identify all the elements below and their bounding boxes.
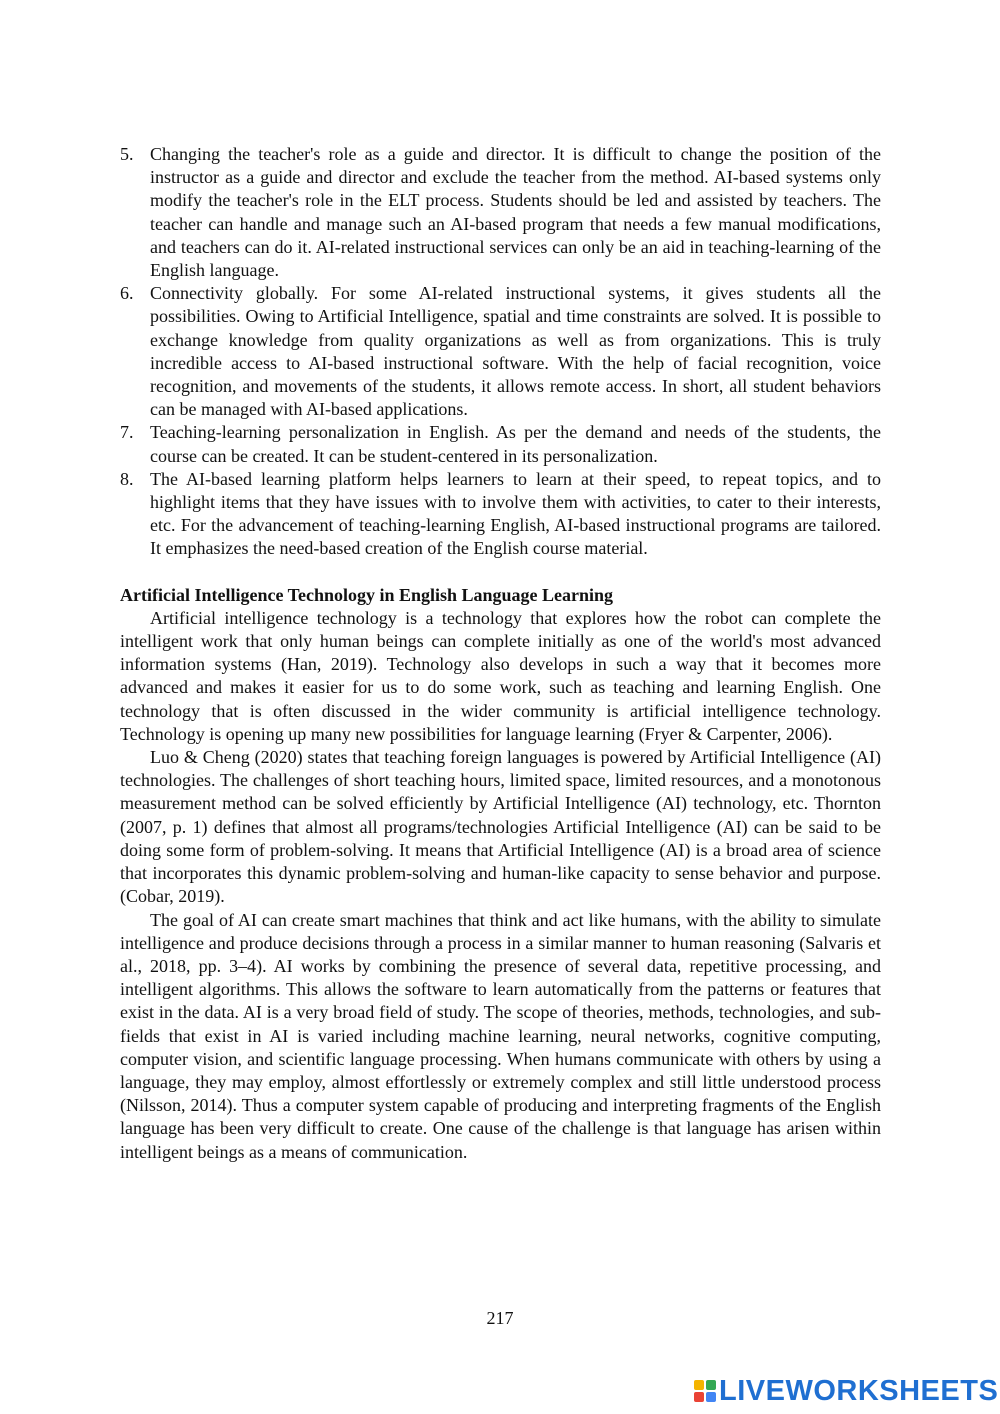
list-item-text: Teaching-learning personalization in English. As per the demand and needs of the students, the course can be created. It can be student-centered in its personalization. xyxy=(150,422,881,466)
liveworksheets-logo-icon xyxy=(694,1380,716,1402)
list-item-text: Changing the teacher's role as a guide and director. It is difficult to change the position of the instructor as a guide and director and exclude the teacher from the method. AI-based systems only modify the teacher's role in the ELT process. Students should be led and assisted by teachers. The teacher can handle and manage such an AI-based program that needs a few manual modifications, and teachers can do it. AI-related instructional services can only be an aid in teaching-learning of the English language. xyxy=(150,144,881,281)
list-item-number: 5. xyxy=(120,144,134,164)
list-item-text: Connectivity globally. For some AI-related instructional systems, it gives students all the possibilities. Owing to Artificial Intelligence, spatial and time constraints are solved. It is possible to exchange knowledge from quality organizations as well as from organizations. This is truly incredible access to AI-based instructional software. With the help of facial recognition, voice recognition, and movements of the students, it allows remote access. In short, all student behaviors can be managed with AI-based applications. xyxy=(150,283,881,420)
watermark-text: LIVEWORKSHEETS xyxy=(719,1374,999,1407)
page-content xyxy=(120,143,881,1164)
logo-square xyxy=(706,1392,716,1402)
list-item xyxy=(120,421,881,467)
list-item xyxy=(120,143,881,282)
list-item-number: 8. xyxy=(120,468,134,489)
paragraph: Luo & Cheng (2020) states that teaching foreign languages is powered by Artificial Intelligence (AI) technologies. The challenges of short teaching hours, limited space, limited resources, and a monotonous measurement method can be solved efficiently by Artificial Intelligence (AI) technology, etc. Thornton (2007, p. 1) defines that almost all programs/technologies Artificial Intelligence (AI) can be said to be doing some form of problem-solving. It means that Artificial Intelligence (AI) is a broad area of science that incorporates this dynamic problem-solving and human-like capacity to sense behavior and purpose. (Cobar, 2019). xyxy=(120,747,881,907)
list-item xyxy=(120,468,881,561)
section-heading: Artificial Intelligence Technology in English Language Learning xyxy=(120,584,614,605)
paragraph: The goal of AI can create smart machines that think and act like humans, with the ability to simulate intelligence and produce decisions through a process in a similar manner to human reasoning (Salvaris et al., 2018, pp. 3–4). AI works by combining the presence of several data, repetitive processing, and intelligent algorithms. This allows the software to learn automatically from the patterns or features that exist in the data. AI is a very broad field of study. The scope of theories, methods, technologies, and sub-fields that exist in AI is varied including machine learning, neural networks, cognitive computing, computer vision, and scientific language processing. When humans communicate with others by using a language, they may employ, almost effortlessly or extremely complex and still little understood process (Nilsson, 2014). Thus a computer system capable of producing and interpreting fragments of the English language has been very difficult to create. One cause of the challenge is that language has arisen within intelligent beings as a means of communication. xyxy=(120,909,881,1162)
list-item-number: 6. xyxy=(120,283,134,304)
list-item-text: The AI-based learning platform helps learners to learn at their speed, to repeat topics, and to highlight items that they have issues with to involve them with activities, to cater to their interests, etc. For the advancement of teaching-learning English, AI-based instructional programs are tailored. It emphasizes the need-based creation of the English course material. xyxy=(150,468,881,559)
paragraph: Artificial intelligence technology is a technology that explores how the robot can complete the intelligent work that only human beings can complete initially as one of the world's most advanced information systems (Han, 2019). Technology also develops in such a way that it becomes more advanced and makes it easier for us to do some work, such as teaching and learning English. One technology that is often discussed in the wider community is artificial intelligence technology. Technology is opening up many new possibilities for language learning (Fryer & Carpenter, 2006). xyxy=(120,607,881,744)
logo-square xyxy=(706,1380,716,1390)
logo-square xyxy=(694,1392,704,1402)
logo-square xyxy=(694,1380,704,1390)
numbered-list xyxy=(120,143,881,561)
liveworksheets-watermark xyxy=(694,1376,998,1406)
page-number: 217 xyxy=(486,1308,514,1328)
list-item xyxy=(120,282,881,421)
list-item-number: 7. xyxy=(120,422,134,443)
